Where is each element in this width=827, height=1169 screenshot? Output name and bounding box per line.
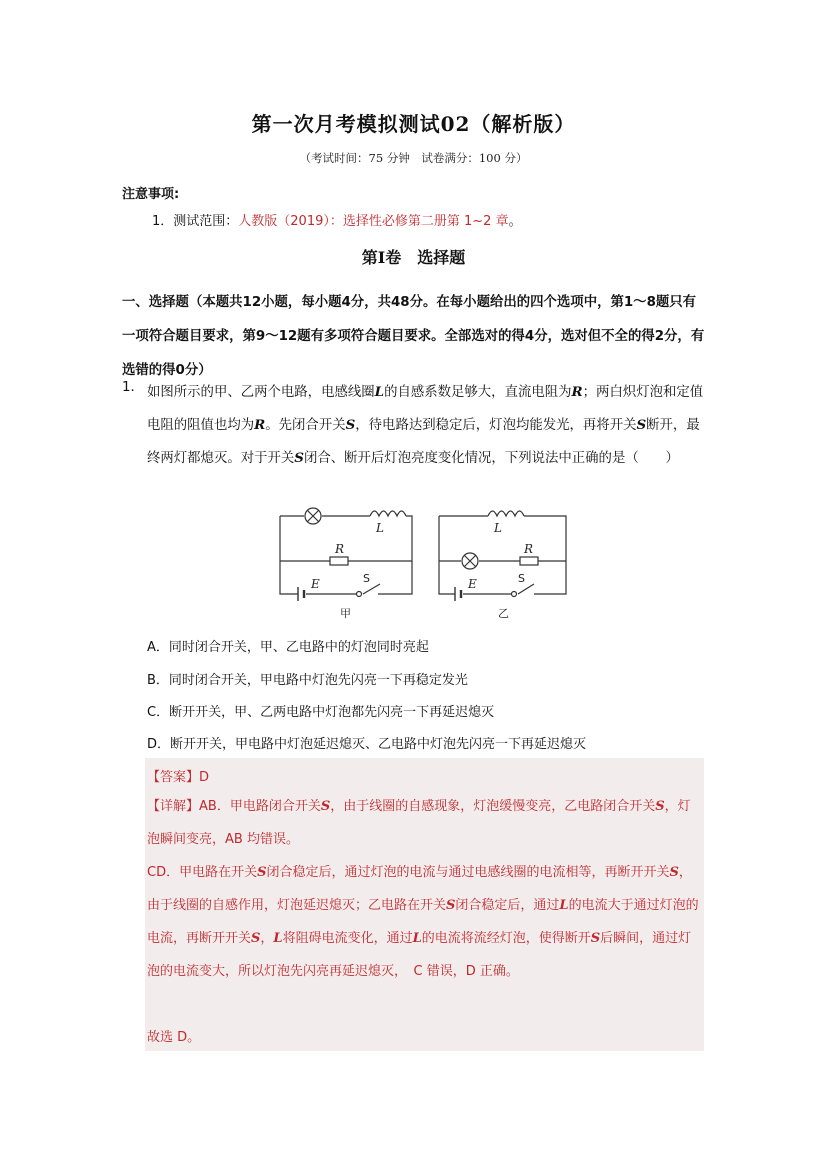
answer-label: 【答案】D [147, 770, 210, 785]
section-title: 第Ⅰ卷 选择题 [361, 248, 466, 267]
symbol-R: R [254, 417, 266, 433]
answer-detail [147, 790, 703, 988]
stem-part: 。先闭合开关 [265, 418, 346, 433]
symbol-L: L [412, 931, 422, 946]
option-c: C．断开开关，甲、乙两电路中灯泡都先闪亮一下再延迟熄灭 [147, 705, 495, 720]
inductor-icon [488, 511, 524, 516]
symbol-S: S [320, 799, 331, 814]
symbol-S: S [590, 931, 601, 946]
detail-part: ，灯泡瞬间变亮，AB 均错误。 [147, 799, 691, 847]
symbol-S: S [655, 799, 665, 814]
range-prefix: 1．测试范围： [152, 214, 239, 229]
stem-part: 闭合、断开后灯泡亮度变化情况，下列说法中正确的是（ ） [303, 451, 679, 466]
detail-part: 闭合稳定后，通过灯泡的电流与通过电感线圈的电流相等，再断开开关 [266, 865, 670, 880]
section-instructions: 一、选择题（本题共12小题，每小题4分，共48分。在每小题给出的四个选项中，第1～8题只有一项符合题目要求，第9～12题有多项符合题目要求。全部选对的得4分，选对但不全的得2分，有选错的得0分） [122, 295, 705, 378]
label-E-yi: E [468, 577, 477, 591]
option-a: A．同时闭合开关，甲、乙电路中的灯泡同时亮起 [147, 640, 429, 655]
symbol-S: S [294, 450, 304, 466]
symbol-L: L [273, 931, 283, 946]
range-value: 人教版（2019）：选择性必修第二册第 1~2 章 [238, 214, 509, 229]
switch-icon [512, 592, 517, 597]
symbol-S: S [636, 417, 647, 433]
label-S-jia: S [363, 572, 370, 585]
caption-yi: 乙 [498, 607, 509, 620]
document-title: 第一次月考模拟测试02（解析版） [251, 112, 576, 136]
detail-part: ，由于线圈的自感作用，灯泡延迟熄灭；乙电路在开关 [147, 865, 692, 913]
stem-part: 的自感系数足够大，直流电阻为 [384, 385, 572, 400]
symbol-S: S [446, 898, 456, 913]
label-R-jia: R [335, 542, 345, 556]
detail-part: 闭合稳定后，通过 [455, 898, 560, 913]
symbol-S: S [345, 417, 356, 433]
detail-part: 的电流大于通过灯泡的电流，再断开开关 [147, 898, 699, 946]
label-R-yi: R [524, 542, 534, 556]
symbol-L: L [559, 898, 569, 913]
detail-label: 【详解】 [147, 799, 200, 814]
detail-part: 将阻碍电流变化，通过 [282, 931, 413, 946]
stem-part: 如图所示的甲、乙两个电路，电感线圈 [147, 385, 375, 400]
detail-part: ，由于线圈的自感现象，灯泡缓慢变亮，乙电路闭合开关 [330, 799, 656, 814]
inductor-icon [370, 511, 406, 516]
option-d: D．断开开关，甲电路中灯泡延迟熄灭、乙电路中灯泡先闪亮一下再延迟熄灭 [147, 737, 587, 752]
detail-part: AB．甲电路闭合开关 [199, 799, 321, 814]
stem-part: 断开，最终两灯都熄灭。对于开关 [147, 418, 700, 466]
resistor-icon [520, 557, 538, 565]
symbol-S: S [669, 865, 679, 880]
symbol-S: S [251, 931, 261, 946]
question-number: 1． [122, 380, 144, 395]
switch-icon [357, 592, 362, 597]
question-stem [147, 376, 707, 475]
detail-part: CD．甲电路在开关 [147, 865, 258, 880]
stem-part: ；两白炽灯泡和定值电阻的阻值也均为 [147, 385, 704, 433]
stem-part: ，待电路达到稳定后，灯泡均能发光，再将开关 [355, 418, 637, 433]
symbol-R: R [571, 384, 583, 400]
option-b: B．同时闭合开关，甲电路中灯泡先闪亮一下再稳定发光 [147, 673, 468, 688]
notes-heading: 注意事项: [122, 187, 180, 202]
exam-info: （考试时间：75 分钟 试卷满分：100 分） [299, 151, 528, 165]
caption-jia: 甲 [340, 607, 351, 620]
circuit-jia [280, 508, 412, 601]
resistor-icon [330, 557, 348, 565]
label-L-jia: L [376, 521, 384, 535]
label-E-jia: E [311, 577, 320, 591]
detail-part: 的电流将流经灯泡，使得断开 [421, 931, 591, 946]
circuit-yi [439, 511, 566, 601]
test-range [152, 210, 522, 229]
symbol-S: S [257, 865, 267, 880]
circuit-figure [268, 500, 572, 624]
final-answer: 故选 D。 [147, 1030, 201, 1045]
range-end: 。 [508, 214, 522, 229]
label-L-yi: L [494, 521, 502, 535]
symbol-L: L [374, 384, 385, 400]
label-S-yi: S [518, 572, 525, 585]
detail-part: ， [260, 931, 274, 946]
detail-part: 后瞬间，通过灯泡的电流变大，所以灯泡先闪亮再延迟熄灭， C 错误，D 正确。 [147, 931, 692, 979]
